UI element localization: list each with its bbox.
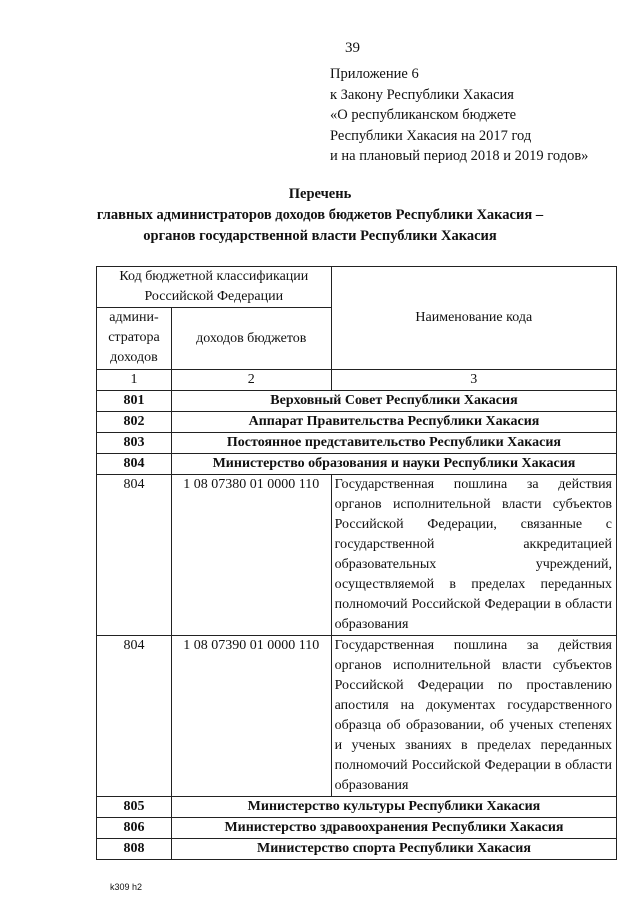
admin-code: 803 [97,433,172,454]
admin-header: админи-стратора доходов [97,308,172,370]
column-number: 2 [171,370,331,391]
admin-code: 805 [97,797,172,818]
administrators-table [96,266,617,860]
appendix-header [330,64,588,167]
appendix-line: «О республиканском бюджете [330,107,517,123]
admin-code: 801 [97,391,172,412]
admin-code: 806 [97,818,172,839]
code-description: Государственная пошлина за действия органов исполнительной власти субъектов Российской Федерации по проставлению апостиля на документах государственного образца об образовании, об ученых степенях и ученых званиях в пределах переданных полномочий Российской Федерации в области образования [331,636,616,797]
admin-code: 808 [97,839,172,860]
title-line: Перечень [288,186,352,202]
table-row [97,797,617,818]
income-code: 1 08 07390 01 0000 110 [171,636,331,797]
table-row [97,433,617,454]
footer-code: k309 h2 [110,882,143,892]
admin-code: 804 [97,475,172,636]
column-numbers-row [97,370,617,391]
table-row [97,818,617,839]
admin-name: Министерство здравоохранения Республики Хакасия [171,818,616,839]
admin-name: Министерство спорта Республики Хакасия [171,839,616,860]
table-row [97,454,617,475]
income-code: 1 08 07380 01 0000 110 [171,475,331,636]
admin-name: Министерство образования и науки Республики Хакасия [171,454,616,475]
name-header: Наименование кода [331,267,616,370]
table-row [97,391,617,412]
appendix-line: Приложение 6 [330,66,419,82]
classification-header: Код бюджетной классификации Российской Федерации [97,267,332,308]
column-number: 3 [331,370,616,391]
admin-name: Аппарат Правительства Республики Хакасия [171,412,616,433]
admin-code: 804 [97,454,172,475]
table-row [97,839,617,860]
admin-code: 802 [97,412,172,433]
appendix-line: Республики Хакасия на 2017 год [330,127,532,144]
column-number: 1 [97,370,172,391]
table-row [97,412,617,433]
admin-name: Министерство культуры Республики Хакасия [171,797,616,818]
appendix-line: к Закону Республики Хакасия [330,86,514,103]
admin-code: 804 [97,636,172,797]
title-line: главных администраторов доходов бюджетов Республики Хакасия – [96,207,544,223]
page-number: 39 [345,40,360,56]
appendix-line: и на плановый период 2018 и 2019 годов» [330,148,589,164]
admin-name: Верховный Совет Республики Хакасия [171,391,616,412]
income-header: доходов бюджетов [171,308,331,370]
table-header-row [97,267,617,308]
table-row [97,475,617,636]
table-row [97,636,617,797]
code-description: Государственная пошлина за действия органов исполнительной власти субъектов Российской Федерации, связанные с государственной аккредитацией образовательных учреждений, осуществляемой в пределах переданных полномочий Российской Федерации в области образования [331,475,616,636]
admin-name: Постоянное представительство Республики Хакасия [171,433,616,454]
document-title [0,184,640,247]
title-line: органов государственной власти Республики Хакасия [143,228,497,244]
